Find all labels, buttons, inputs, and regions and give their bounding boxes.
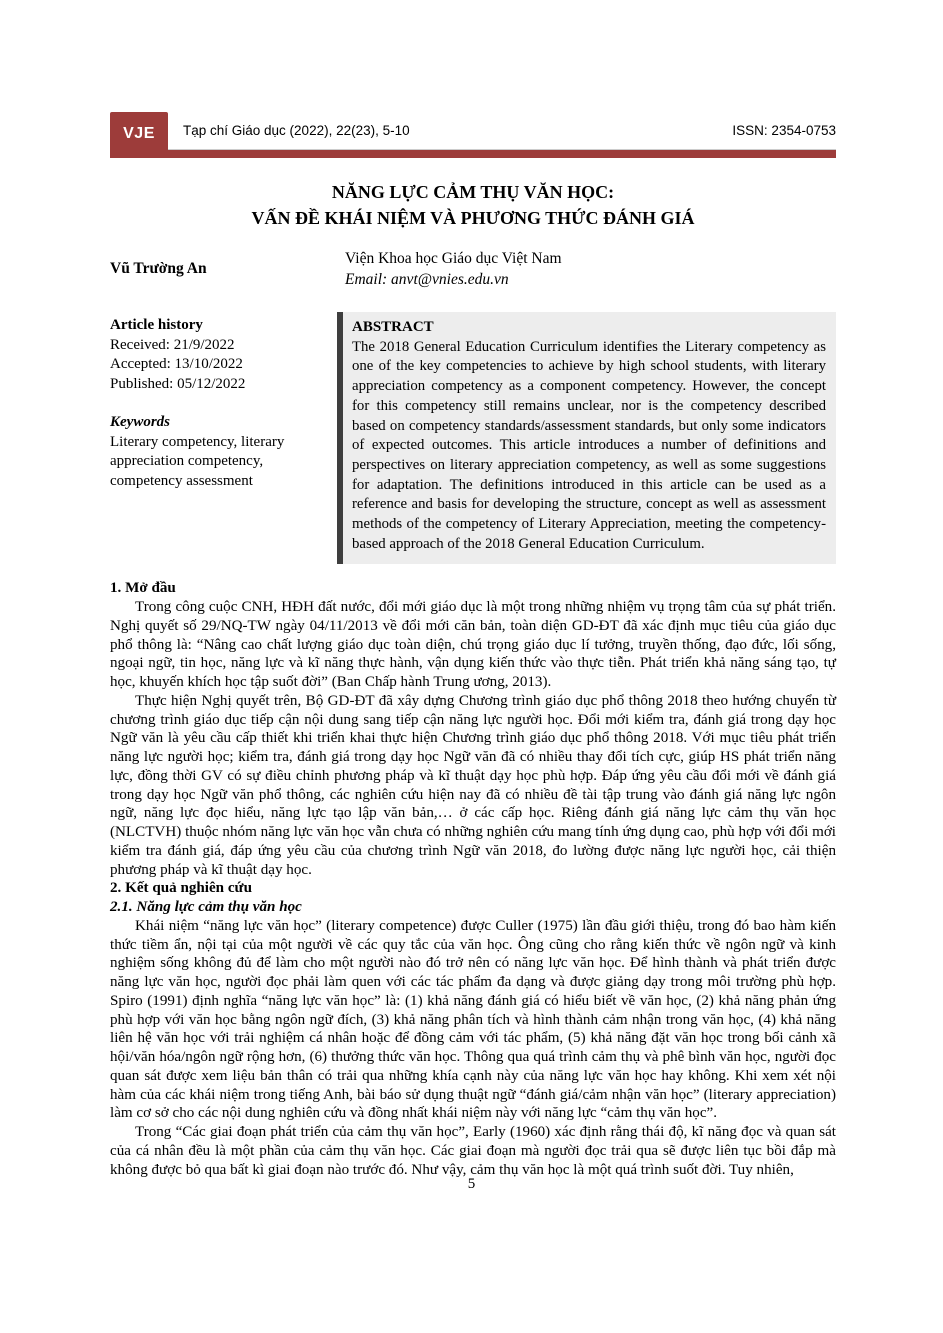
abstract-box bbox=[337, 312, 836, 564]
author-email: Email: anvt@vnies.edu.vn bbox=[345, 271, 509, 288]
paper-title bbox=[110, 179, 836, 231]
section-2-1-heading: 2.1. Năng lực cảm thụ văn học bbox=[110, 899, 302, 916]
journal-reference: Tạp chí Giáo dục (2022), 22(23), 5-10 bbox=[168, 112, 732, 150]
section-2-1-paragraph-1: Khái niệm “năng lực văn học” (literary competence) được Culler (1975) lần đầu giới thiệu, trong đó bao hàm kiến thức tiềm ẩn, nội tại của một người về các quy tắc của văn học. Ông cũng cho rằng kiến thức về ngôn ngữ và kinh nghiệm sống không đủ để làm cho một người nào đó trở nên có năng lực văn học. Để hình thành và phát triển được năng lực văn học, người đọc phải làm quen với các tác phẩm đa dạng và được giảng dạy trong môi trường phù hợp. Spiro (1991) định nghĩa “năng lực văn học” là: (1) khả năng đánh giá có hiểu biết về văn học, (2) khả năng phản ứng phù hợp với văn học bằng ngôn ngữ đích, (3) khả năng phân tích và hình thành cảm nhận trong văn học, (4) khả năng liên hệ văn học với trải nghiệm cá nhân hoặc để đồng cảm với tác phẩm, (5) khả năng đặt văn học trong bối cảnh xã hội/văn hóa/ngôn ngữ rộng hơn, (6) thưởng thức văn học. Thông qua quá trình cảm thụ và phê bình văn học, người đọc quan sát được xem liệu bản thân có trải qua những khía cạnh này của năng lực văn học hay không. Khi xem xét nội hàm của các khái niệm trong tiếng Anh, bài báo sử dụng thuật ngữ “đánh giá/cảm nhận văn học” (literary appreciation) làm cơ sở cho các nội dung nghiên cứu và đồng nhất khái niệm này với năng lực “cảm thụ văn học”. bbox=[110, 917, 836, 1122]
article-meta-column bbox=[110, 312, 337, 564]
issn-label: ISSN: 2354-0753 bbox=[732, 112, 836, 150]
journal-header bbox=[110, 112, 836, 150]
article-body bbox=[110, 579, 836, 1179]
published-date: Published: 05/12/2022 bbox=[110, 375, 246, 392]
accepted-date: Accepted: 13/10/2022 bbox=[110, 356, 243, 372]
section-2-1-paragraph-2: Trong “Các giai đoạn phát triển của cảm thụ văn học”, Early (1960) xác định rằng thái độ, kĩ năng đọc và quan sát của cá nhân đều là một phần của cảm thụ văn học. Các giai đoạn mà người đọc trải qua sẽ được liên tục bồi đắp mà không được bỏ qua bất kì giai đoạn nào trước đó. Như vậy, cảm thụ văn học là một quá trình suốt đời. Tuy nhiên, bbox=[110, 1124, 836, 1178]
paper-title-line1: NĂNG LỰC CẢM THỤ VĂN HỌC: bbox=[331, 182, 615, 202]
page-content bbox=[110, 112, 836, 1179]
abstract-heading: ABSTRACT bbox=[352, 319, 434, 335]
author-block bbox=[110, 248, 836, 290]
author-affiliation: Viện Khoa học Giáo dục Việt Nam bbox=[345, 250, 562, 267]
article-history-heading: Article history bbox=[110, 317, 203, 333]
paper-title-line2: VẤN ĐỀ KHÁI NIỆM VÀ PHƯƠNG THỨC ĐÁNH GIÁ bbox=[251, 208, 695, 228]
keywords-text: Literary competency, literary appreciation competency, competency assessment bbox=[110, 433, 285, 489]
author-affiliation-block bbox=[345, 248, 836, 290]
section-1-paragraph-1: Trong công cuộc CNH, HĐH đất nước, đổi mới giáo dục là một trong những nhiệm vụ trọng tâm của sự phát triển. Nghị quyết số 29/NQ-TW ngày 04/11/2013 về đổi mới căn bản, toàn diện GD-ĐT đã xác định mục tiêu của giáo dục phổ thông là: “Nâng cao chất lượng giáo dục toàn diện, chú trọng giáo dục lí tưởng, truyền thống, đạo đức, lối sống, ngoại ngữ, tin học, năng lực và kĩ năng thực hành, vận dụng kiến thức vào thực tiễn. Phát triển khả năng sáng tạo, tự học, khuyến khích học tập suốt đời” (Ban Chấp hành Trung ương, 2013). bbox=[110, 599, 836, 691]
author-name: Vũ Trường An bbox=[110, 260, 207, 277]
section-2-heading: 2. Kết quả nghiên cứu bbox=[110, 880, 252, 897]
section-1-heading: 1. Mở đầu bbox=[110, 580, 176, 597]
header-rule bbox=[110, 150, 836, 158]
section-1-paragraph-2: Thực hiện Nghị quyết trên, Bộ GD-ĐT đã xây dựng Chương trình giáo dục phổ thông 2018 theo hướng chuyển từ chương trình giáo dục tiếp cận nội dung sang tiếp cận năng lực người học. Đổi mới kiểm tra, đánh giá trong dạy học Ngữ văn là yêu cầu cấp thiết khi triển khai thực hiện Chương trình giáo dục phổ thông 2018. Với mục tiêu phát triển năng lực người học; kiểm tra, đánh giá trong dạy học Ngữ văn đã có nhiều thay đổi tích cực, giúp HS phát triển năng lực, đồng thời GV có sự điều chỉnh phương pháp và kĩ thuật dạy học phù hợp. Đáp ứng yêu cầu đổi mới về đánh giá trong dạy học Ngữ văn phổ thông, các nghiên cứu hiện nay đã có nhiều đề tài tập trung vào đánh giá năng lực ngôn ngữ, năng lực đọc hiểu, năng lực tạo lập văn bản,… ở các cấp học. Riêng đánh giá năng lực cảm thụ văn học (NLCTVH) thuộc nhóm năng lực văn học vẫn chưa có những nghiên cứu mang tính ứng dụng cao, phù hợp với đổi mới kiểm tra đánh giá, đáp ứng yêu cầu của chương trình Ngữ văn 2018, đo lường được năng lực người học, cải thiện phương pháp và kĩ thuật dạy học. bbox=[110, 692, 836, 878]
page-number: 5 bbox=[467, 1176, 476, 1192]
vje-logo: VJE bbox=[110, 112, 168, 156]
keywords-heading: Keywords bbox=[110, 414, 170, 430]
received-date: Received: 21/9/2022 bbox=[110, 336, 235, 353]
meta-abstract-section bbox=[110, 312, 836, 564]
abstract-text: The 2018 General Education Curriculum identifies the Literary competency as one of the key competencies to achieve by high school students, with literary appreciation competency as a component competency. However, the concept for this competency still remains unclear, nor is the competency described based on competency standards/assessment standards, but only some indicators of expected outcomes. This article introduces a number of definitions and perspectives on literary appreciation competency, as well as some suggestions for adaptation. The definitions introduced in this article can be used as a reference and basis for developing the structure, concept as well as assessment methods of the competency of Literary Appreciation, meeting the competency-based approach of the 2018 General Education Curriculum. bbox=[352, 338, 826, 552]
